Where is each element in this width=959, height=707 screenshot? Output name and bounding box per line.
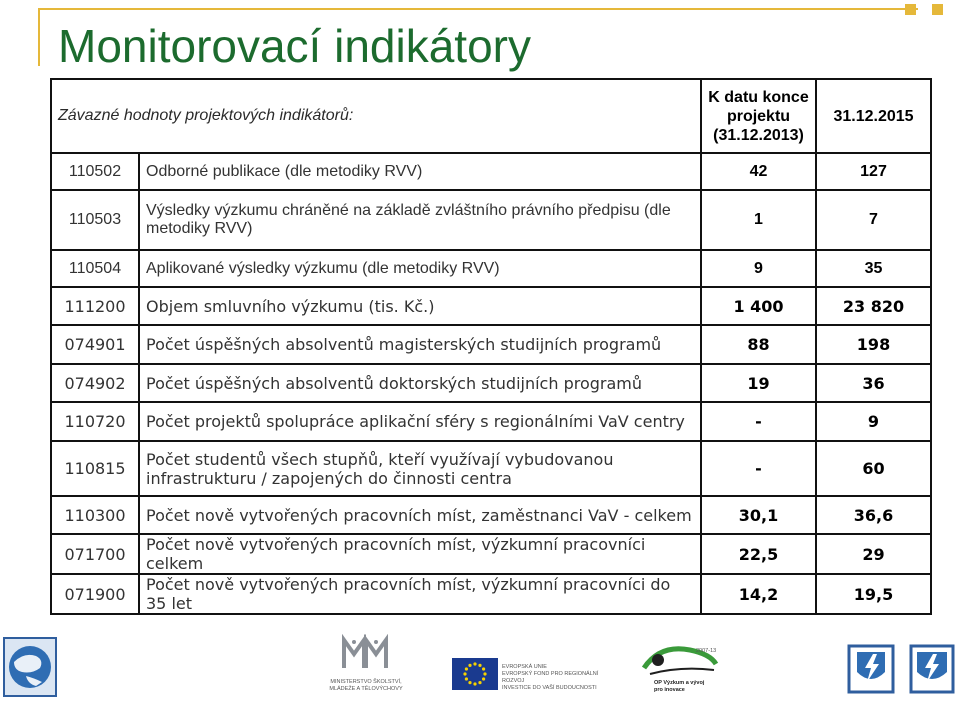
shield-lightning-icon: [905, 638, 959, 698]
eu-label-line: INVESTICE DO VAŠÍ BUDOUCNOSTI: [502, 685, 597, 691]
indicator-code: 071900: [51, 574, 139, 614]
university-logo-right-1: [843, 638, 899, 698]
indicator-code: 110503: [51, 190, 139, 250]
indicator-code: 071700: [51, 534, 139, 574]
value-2013: 19: [701, 364, 816, 402]
op-years: 2007-13: [696, 648, 717, 654]
indicator-name: Počet úspěšných absolventů doktorských studijních programů: [139, 364, 701, 402]
indicator-name: Aplikované výsledky výzkumu (dle metodiky RVV): [139, 250, 701, 287]
university-logo-left: [0, 634, 60, 700]
value-2013: 9: [701, 250, 816, 287]
header-2013-line: (31.12.2013): [713, 126, 804, 144]
eu-label-line: EVROPSKÝ FOND PRO REGIONÁLNÍ ROZVOJ: [502, 671, 599, 684]
table-header-row: [51, 79, 931, 153]
shield-lightning-icon: [843, 638, 899, 698]
op-swoosh-icon: [640, 640, 720, 680]
eu-flag-icon: [452, 658, 498, 690]
op-vavpi-logo: [640, 640, 720, 698]
indicator-code: 110300: [51, 496, 139, 534]
value-2013: 30,1: [701, 496, 816, 534]
indicators-table: [50, 78, 932, 615]
header-2013: [701, 79, 816, 153]
table-row: [51, 534, 931, 574]
decoration-square: [905, 4, 916, 15]
indicator-name: Počet nově vytvořených pracovních míst, výzkumní pracovníci do 35 let: [139, 574, 701, 614]
indicator-name: Objem smluvního výzkumu (tis. Kč.): [139, 287, 701, 325]
table-row: [51, 574, 931, 614]
value-2013: 42: [701, 153, 816, 190]
table-row: [51, 190, 931, 250]
indicator-name: Počet studentů všech stupňů, kteří využívají vybudovanou infrastrukturu / zapojených do činnosti centra: [139, 441, 701, 496]
title-decoration-line: [38, 8, 918, 10]
eu-label-line: EVROPSKÁ UNIE: [502, 664, 547, 670]
indicator-name: Počet nově vytvořených pracovních míst, výzkumní pracovníci celkem: [139, 534, 701, 574]
value-2015: 19,5: [816, 574, 931, 614]
value-2015: 7: [816, 190, 931, 250]
indicator-code: 110815: [51, 441, 139, 496]
indicator-code: 074902: [51, 364, 139, 402]
indicator-name: Výsledky výzkumu chráněné na základě zvláštního právního předpisu (dle metodiky RVV): [139, 190, 701, 250]
indicator-code: 110502: [51, 153, 139, 190]
indicator-code: 111200: [51, 287, 139, 325]
value-2013: -: [701, 441, 816, 496]
indicator-code: 074901: [51, 325, 139, 364]
value-2015: 29: [816, 534, 931, 574]
indicator-name: Počet nově vytvořených pracovních míst, zaměstnanci VaV - celkem: [139, 496, 701, 534]
value-2015: 35: [816, 250, 931, 287]
table-row: [51, 287, 931, 325]
footer-logos: [0, 630, 959, 707]
value-2013: -: [701, 402, 816, 441]
op-label-line: pro inovace: [654, 687, 685, 693]
header-2013-line: projektu: [726, 107, 791, 125]
value-2015: 23 820: [816, 287, 931, 325]
value-2013: 88: [701, 325, 816, 364]
msmt-label: [318, 679, 414, 693]
value-2013: 1 400: [701, 287, 816, 325]
table-row: [51, 153, 931, 190]
globe-icon: [0, 634, 60, 700]
indicator-name: Odborné publikace (dle metodiky RVV): [139, 153, 701, 190]
table-row: [51, 496, 931, 534]
header-2013-line: K datu konce: [708, 88, 809, 106]
eu-label: [502, 664, 617, 692]
page-title: Monitorovací indikátory: [58, 20, 531, 72]
title-decoration-vertical: [38, 8, 40, 66]
value-2015: 60: [816, 441, 931, 496]
eu-logo: [452, 658, 612, 692]
table-row: [51, 402, 931, 441]
msmt-label-line: MLÁDEŽE A TĚLOVÝCHOVY: [329, 686, 403, 692]
op-label: [654, 680, 734, 694]
msmt-logo: [318, 634, 414, 698]
table-row: [51, 441, 931, 496]
university-logo-right-2: [905, 638, 959, 698]
msmt-emblem-icon: [336, 634, 396, 674]
table-row: [51, 364, 931, 402]
value-2015: 36,6: [816, 496, 931, 534]
op-label-line: OP Výzkum a vývoj: [654, 680, 705, 686]
indicator-code: 110504: [51, 250, 139, 287]
header-label: Závazné hodnoty projektových indikátorů:: [51, 79, 701, 153]
indicator-name: Počet projektů spolupráce aplikační sféry s regionálními VaV centry: [139, 402, 701, 441]
header-2015: 31.12.2015: [816, 79, 931, 153]
table-row: [51, 325, 931, 364]
indicator-code: 110720: [51, 402, 139, 441]
indicator-name: Počet úspěšných absolventů magisterských studijních programů: [139, 325, 701, 364]
value-2015: 9: [816, 402, 931, 441]
value-2013: 22,5: [701, 534, 816, 574]
value-2015: 36: [816, 364, 931, 402]
msmt-label-line: MINISTERSTVO ŠKOLSTVÍ,: [330, 679, 402, 685]
value-2015: 198: [816, 325, 931, 364]
value-2013: 1: [701, 190, 816, 250]
value-2013: 14,2: [701, 574, 816, 614]
value-2015: 127: [816, 153, 931, 190]
table-row: [51, 250, 931, 287]
decoration-square: [932, 4, 943, 15]
